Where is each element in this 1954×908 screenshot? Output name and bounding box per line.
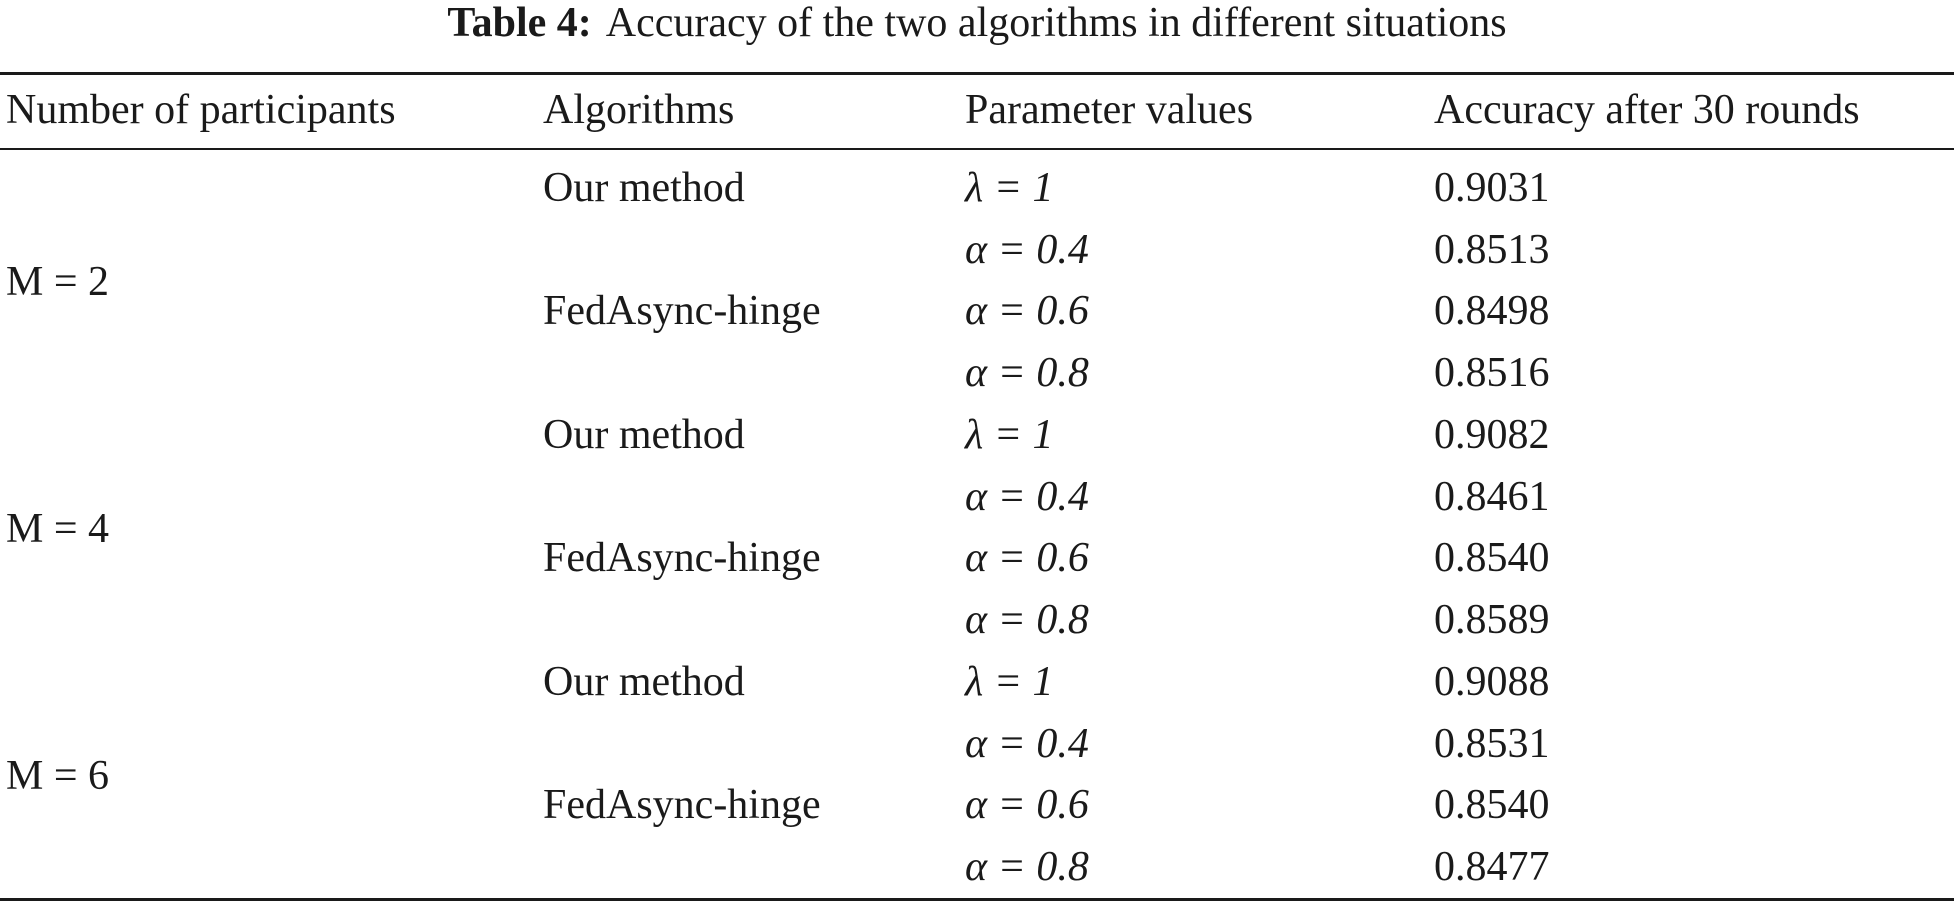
participants-cell: M = 4 bbox=[6, 506, 110, 552]
header-algorithms: Algorithms bbox=[543, 87, 735, 133]
accuracy-cell: 0.9088 bbox=[1434, 659, 1550, 705]
accuracy-cell: 0.8589 bbox=[1434, 597, 1550, 643]
parameter-cell: α = 0.8 bbox=[965, 350, 1089, 396]
header-rule bbox=[0, 148, 1954, 150]
header-parameter-values: Parameter values bbox=[965, 87, 1254, 133]
parameter-cell: α = 0.6 bbox=[965, 288, 1089, 334]
parameter-cell: α = 0.8 bbox=[965, 844, 1089, 890]
algorithm-cell: Our method bbox=[543, 165, 745, 211]
bottom-rule bbox=[0, 898, 1954, 901]
accuracy-cell: 0.9082 bbox=[1434, 412, 1550, 458]
parameter-cell: α = 0.4 bbox=[965, 474, 1089, 520]
parameter-cell: α = 0.8 bbox=[965, 597, 1089, 643]
table-caption bbox=[0, 0, 1954, 50]
parameter-cell: α = 0.6 bbox=[965, 782, 1089, 828]
parameter-cell: λ = 1 bbox=[965, 412, 1054, 458]
caption-text: Accuracy of the two algorithms in different situations bbox=[605, 0, 1507, 46]
accuracy-cell: 0.8461 bbox=[1434, 474, 1550, 520]
algorithm-cell: FedAsync-hinge bbox=[543, 288, 821, 334]
parameter-cell: α = 0.4 bbox=[965, 227, 1089, 273]
participants-cell: M = 2 bbox=[6, 259, 110, 305]
accuracy-cell: 0.8513 bbox=[1434, 227, 1550, 273]
algorithm-cell: Our method bbox=[543, 412, 745, 458]
accuracy-cell: 0.8531 bbox=[1434, 721, 1550, 767]
parameter-cell: α = 0.6 bbox=[965, 535, 1089, 581]
top-rule bbox=[0, 72, 1954, 75]
algorithm-cell: FedAsync-hinge bbox=[543, 782, 821, 828]
caption-label: Table 4: bbox=[447, 0, 592, 46]
accuracy-cell: 0.9031 bbox=[1434, 165, 1550, 211]
header-accuracy: Accuracy after 30 rounds bbox=[1434, 87, 1860, 133]
algorithm-cell: Our method bbox=[543, 659, 745, 705]
header-participants: Number of participants bbox=[6, 87, 396, 133]
accuracy-cell: 0.8477 bbox=[1434, 844, 1550, 890]
participants-cell: M = 6 bbox=[6, 753, 110, 799]
algorithm-cell: FedAsync-hinge bbox=[543, 535, 821, 581]
parameter-cell: λ = 1 bbox=[965, 165, 1054, 211]
accuracy-cell: 0.8516 bbox=[1434, 350, 1550, 396]
accuracy-cell: 0.8540 bbox=[1434, 782, 1550, 828]
parameter-cell: α = 0.4 bbox=[965, 721, 1089, 767]
parameter-cell: λ = 1 bbox=[965, 659, 1054, 705]
accuracy-cell: 0.8498 bbox=[1434, 288, 1550, 334]
accuracy-cell: 0.8540 bbox=[1434, 535, 1550, 581]
